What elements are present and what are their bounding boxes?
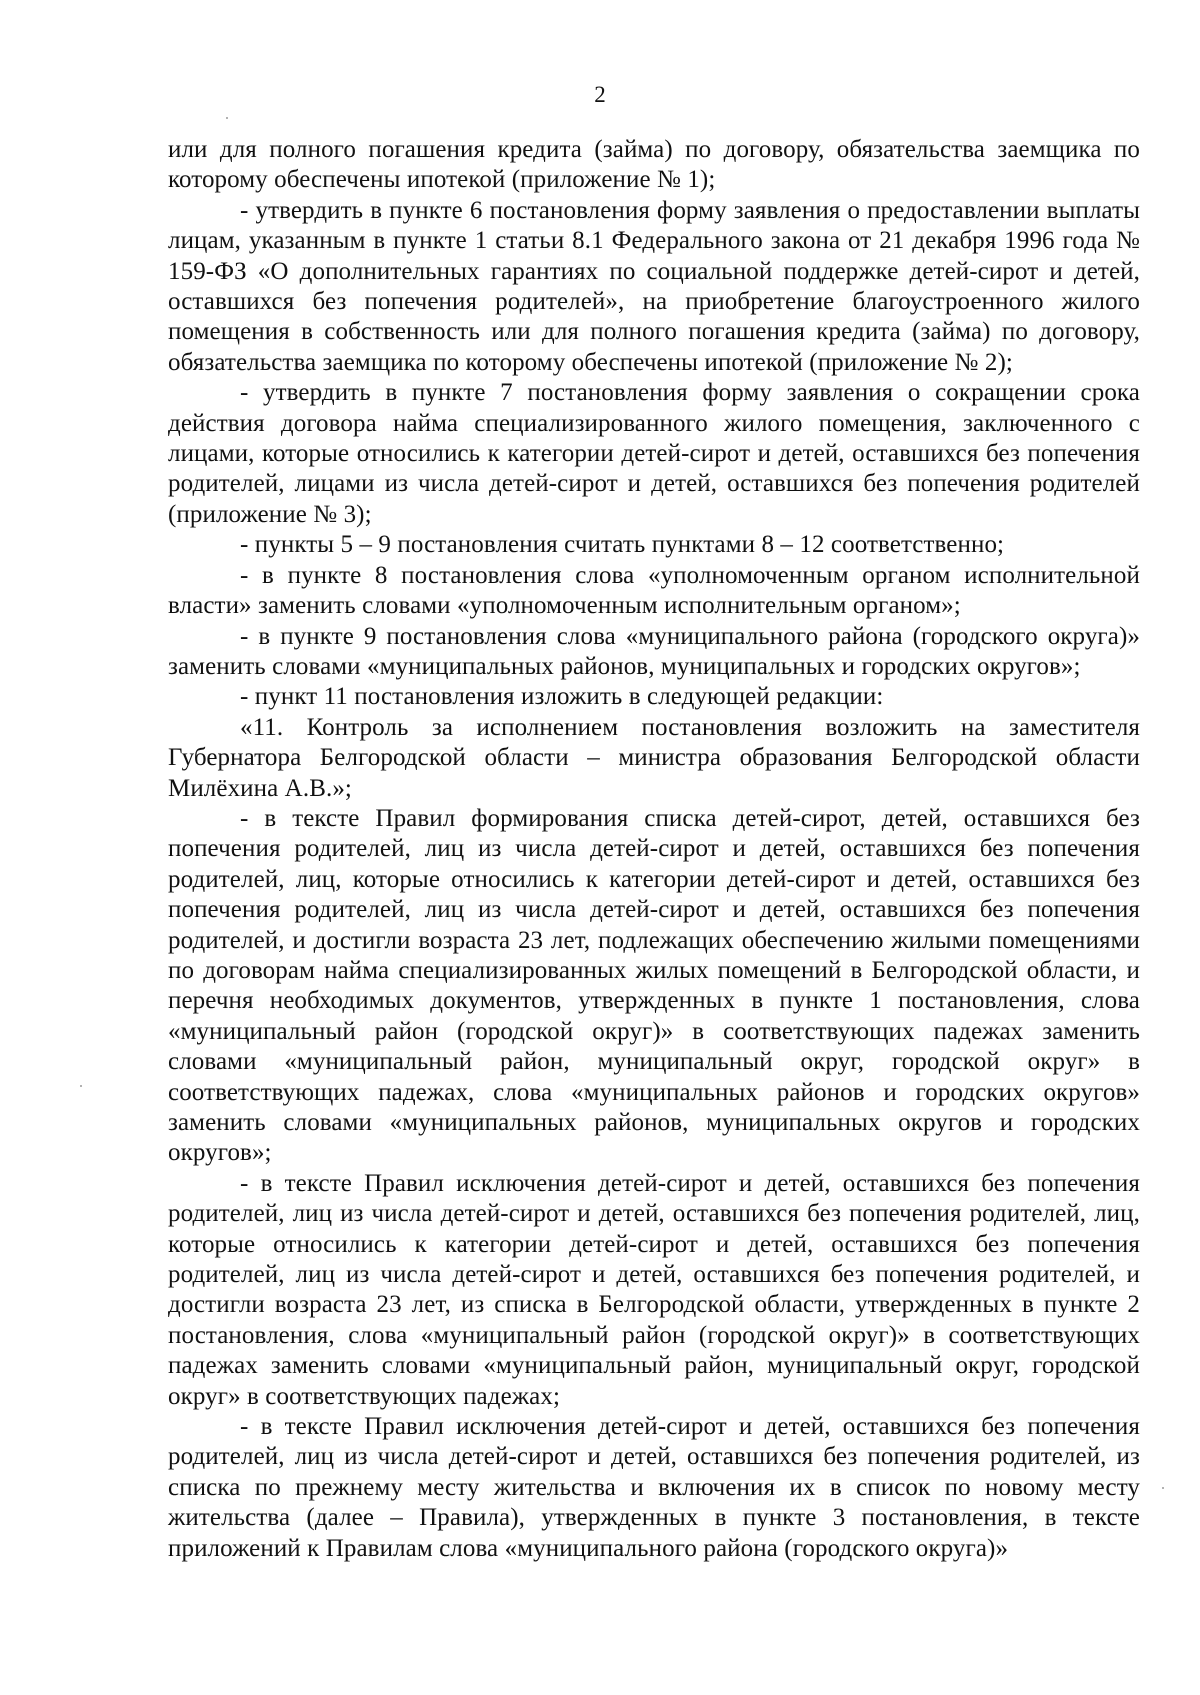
paragraph: - утвердить в пункте 7 постановления форму заявления о сокращении срока действия договора найма специализированного жилого помещения, заключенного с лицами, которые относились к категории детей-сирот и детей, оставшихся без попечения родителей, лицами из числа детей-сирот и детей, оставшихся без попечения родителей (приложение № 3);	[168, 379, 1140, 528]
paragraph: - в тексте Правил формирования списка детей-сирот, детей, оставшихся без попечения родителей, лиц из числа детей-сирот и детей, оставшихся без попечения родителей, лиц, которые относились к категории детей-сирот и детей, оставшихся без попечения родителей, лиц из числа детей-сирот и детей, оставшихся без попечения родителей, и достигли возраста 23 лет, подлежащих обеспечению жилыми помещениями по договорам найма специализированных жилых помещений в Белгородской области, и перечня необходимых документов, утвержденных в пункте 1 постановления, слова «муниципальный район (городской округ)» в соответствующих падежах заменить словами «муниципальный район, муниципальный округ, городской округ» в соответствующих падежах, слова «муниципальных районов и городских округов» заменить словами «муниципальных районов, муниципальных округов и городских округов»;	[168, 804, 1140, 1167]
scan-speck	[226, 117, 228, 119]
page-number: 2	[594, 82, 606, 107]
document-body	[168, 135, 1140, 1564]
paragraph: - в тексте Правил исключения детей-сирот и детей, оставшихся без попечения родителей, лиц из числа детей-сирот и детей, оставшихся без попечения родителей, из списка по прежнему месту жительства и включения их в список по новому месту жительства (далее – Правила), утвержденных в пункте 3 постановления, в тексте приложений к Правилам слова «муниципального района (городского округа)»	[168, 1413, 1140, 1562]
paragraph: - в пункте 9 постановления слова «муниципального района (городского округа)» заменить словами «муниципальных районов, муниципальных и городских округов»;	[168, 622, 1140, 680]
paragraph: или для полного погашения кредита (займа) по договору, обязательства заемщика по которому обеспечены ипотекой (приложение № 1);	[168, 136, 1140, 194]
paragraph: «11. Контроль за исполнением постановления возложить на заместителя Губернатора Белгородской области – министра образования Белгородской области Милёхина А.В.»;	[168, 713, 1140, 802]
paragraph: - пункт 11 постановления изложить в следующей редакции:	[240, 683, 884, 711]
paragraph: - утвердить в пункте 6 постановления форму заявления о предоставлении выплаты лицам, указанным в пункте 1 статьи 8.1 Федерального закона от 21 декабря 1996 года № 159-ФЗ «О дополнительных гарантиях по социальной поддержке детей-сирот и детей, оставшихся без попечения родителей», на приобретение благоустроенного жилого помещения в собственность или для полного погашения кредита (займа) по договору, обязательства заемщика по которому обеспечены ипотекой (приложение № 2);	[168, 196, 1140, 376]
paragraph: - в тексте Правил исключения детей-сирот и детей, оставшихся без попечения родителей, лиц из числа детей-сирот и детей, оставшихся без попечения родителей, лиц, которые относились к категории детей-сирот и детей, оставшихся без попечения родителей, лиц из числа детей-сирот и детей, оставшихся без попечения родителей, и достигли возраста 23 лет, из списка в Белгородской области, утвержденных в пункте 2 постановления, слова «муниципальный район (городской округ)» в соответствующих падежах заменить словами «муниципальный район, муниципальный округ, городской округ» в соответствующих падежах;	[168, 1169, 1140, 1410]
paragraph: - пункты 5 – 9 постановления считать пунктами 8 – 12 соответственно;	[240, 531, 1005, 559]
scan-speck	[1162, 1487, 1164, 1489]
paragraph: - в пункте 8 постановления слова «уполномоченным органом исполнительной власти» заменить словами «уполномоченным исполнительным органом»;	[168, 561, 1140, 620]
scan-speck	[80, 1085, 82, 1087]
